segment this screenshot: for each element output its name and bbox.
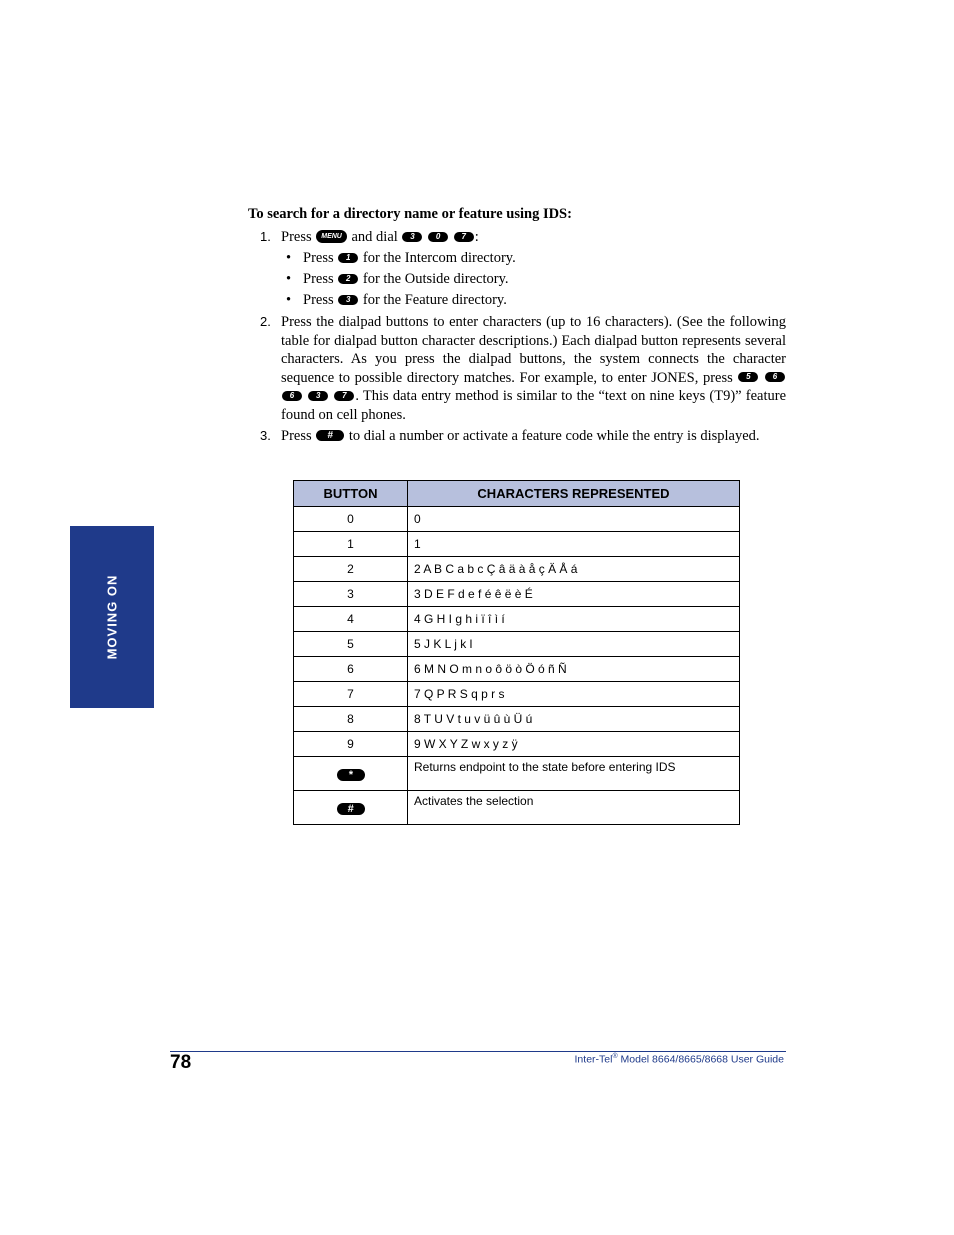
procedure-heading: To search for a directory name or feature using IDS: xyxy=(248,206,572,222)
section-tab xyxy=(70,526,154,708)
table-row: 4 4 G H I g h i ï î ì í xyxy=(294,607,740,632)
bullet-feature: • Press 3 for the Feature directory. xyxy=(286,292,507,308)
dialpad-key-icon: 1 xyxy=(338,253,358,263)
footer-title: Inter-Tel® Model 8664/8665/8668 User Guide xyxy=(574,1053,784,1066)
bullet-intercom: • Press 1 for the Intercom directory. xyxy=(286,250,516,266)
table-row: 0 0 xyxy=(294,507,740,532)
step-number: 1. xyxy=(260,229,271,244)
dialpad-key-icon: 2 xyxy=(338,274,358,284)
pound-key-icon: # xyxy=(316,430,344,441)
step-1: 1. Press MENU and dial 3 0 7 : xyxy=(260,229,479,245)
table-row: * Returns endpoint to the state before entering IDS xyxy=(294,757,740,791)
dialpad-key-icon: 7 xyxy=(454,232,474,242)
dialpad-key-icon: 6 xyxy=(282,391,302,401)
table-row: # Activates the selection xyxy=(294,791,740,825)
dialpad-key-icon: 0 xyxy=(428,232,448,242)
pound-key-icon: # xyxy=(337,803,365,815)
column-header-button: BUTTON xyxy=(294,481,408,507)
dialpad-key-icon: 3 xyxy=(402,232,422,242)
menu-key-icon: MENU xyxy=(316,230,347,243)
step-number: 2. xyxy=(260,314,271,329)
dialpad-key-icon: 6 xyxy=(765,372,785,382)
bullet-outside: • Press 2 for the Outside directory. xyxy=(286,271,509,287)
dialpad-key-icon: 3 xyxy=(338,295,358,305)
page-number: 78 xyxy=(170,1052,192,1073)
table-row: 6 6 M N O m n o ô ö ò Ö ó ñ Ñ xyxy=(294,657,740,682)
character-table xyxy=(293,480,740,825)
table-row: 1 1 xyxy=(294,532,740,557)
column-header-characters: CHARACTERS REPRESENTED xyxy=(408,481,740,507)
step-number: 3. xyxy=(260,428,271,443)
footer-divider xyxy=(170,1051,786,1052)
table-row: 9 9 W X Y Z w x y z ÿ xyxy=(294,732,740,757)
star-key-icon: * xyxy=(337,769,365,781)
table-row: 5 5 J K L j k l xyxy=(294,632,740,657)
step-3: 3. Press # to dial a number or activate a feature code while the entry is displayed. xyxy=(260,428,760,444)
table-row: 7 7 Q P R S q p r s xyxy=(294,682,740,707)
step-2: 2. Press the dialpad buttons to enter characters (up to 16 characters). (See the following table for dialpad button character descriptions.) Each dialpad button represents several characters. As you press the dialpad buttons, the system connects the character sequence to possible directory matches. For example, to enter JONES, press 5 6 6 3 7 . This data entry method is similar to the “text on nine keys (T9)” feature found on cell phones. xyxy=(260,314,787,423)
dialpad-key-icon: 3 xyxy=(308,391,328,401)
table-row: 8 8 T U V t u v ü û ù Ü ú xyxy=(294,707,740,732)
dialpad-key-icon: 7 xyxy=(334,391,354,401)
table-row: 3 3 D E F d e f é ê ë è É xyxy=(294,582,740,607)
table-row: 2 2 A B C a b c Ç â ä à å ç Ä Å á xyxy=(294,557,740,582)
dialpad-key-icon: 5 xyxy=(738,372,758,382)
section-tab-label: MOVING ON xyxy=(104,574,120,660)
